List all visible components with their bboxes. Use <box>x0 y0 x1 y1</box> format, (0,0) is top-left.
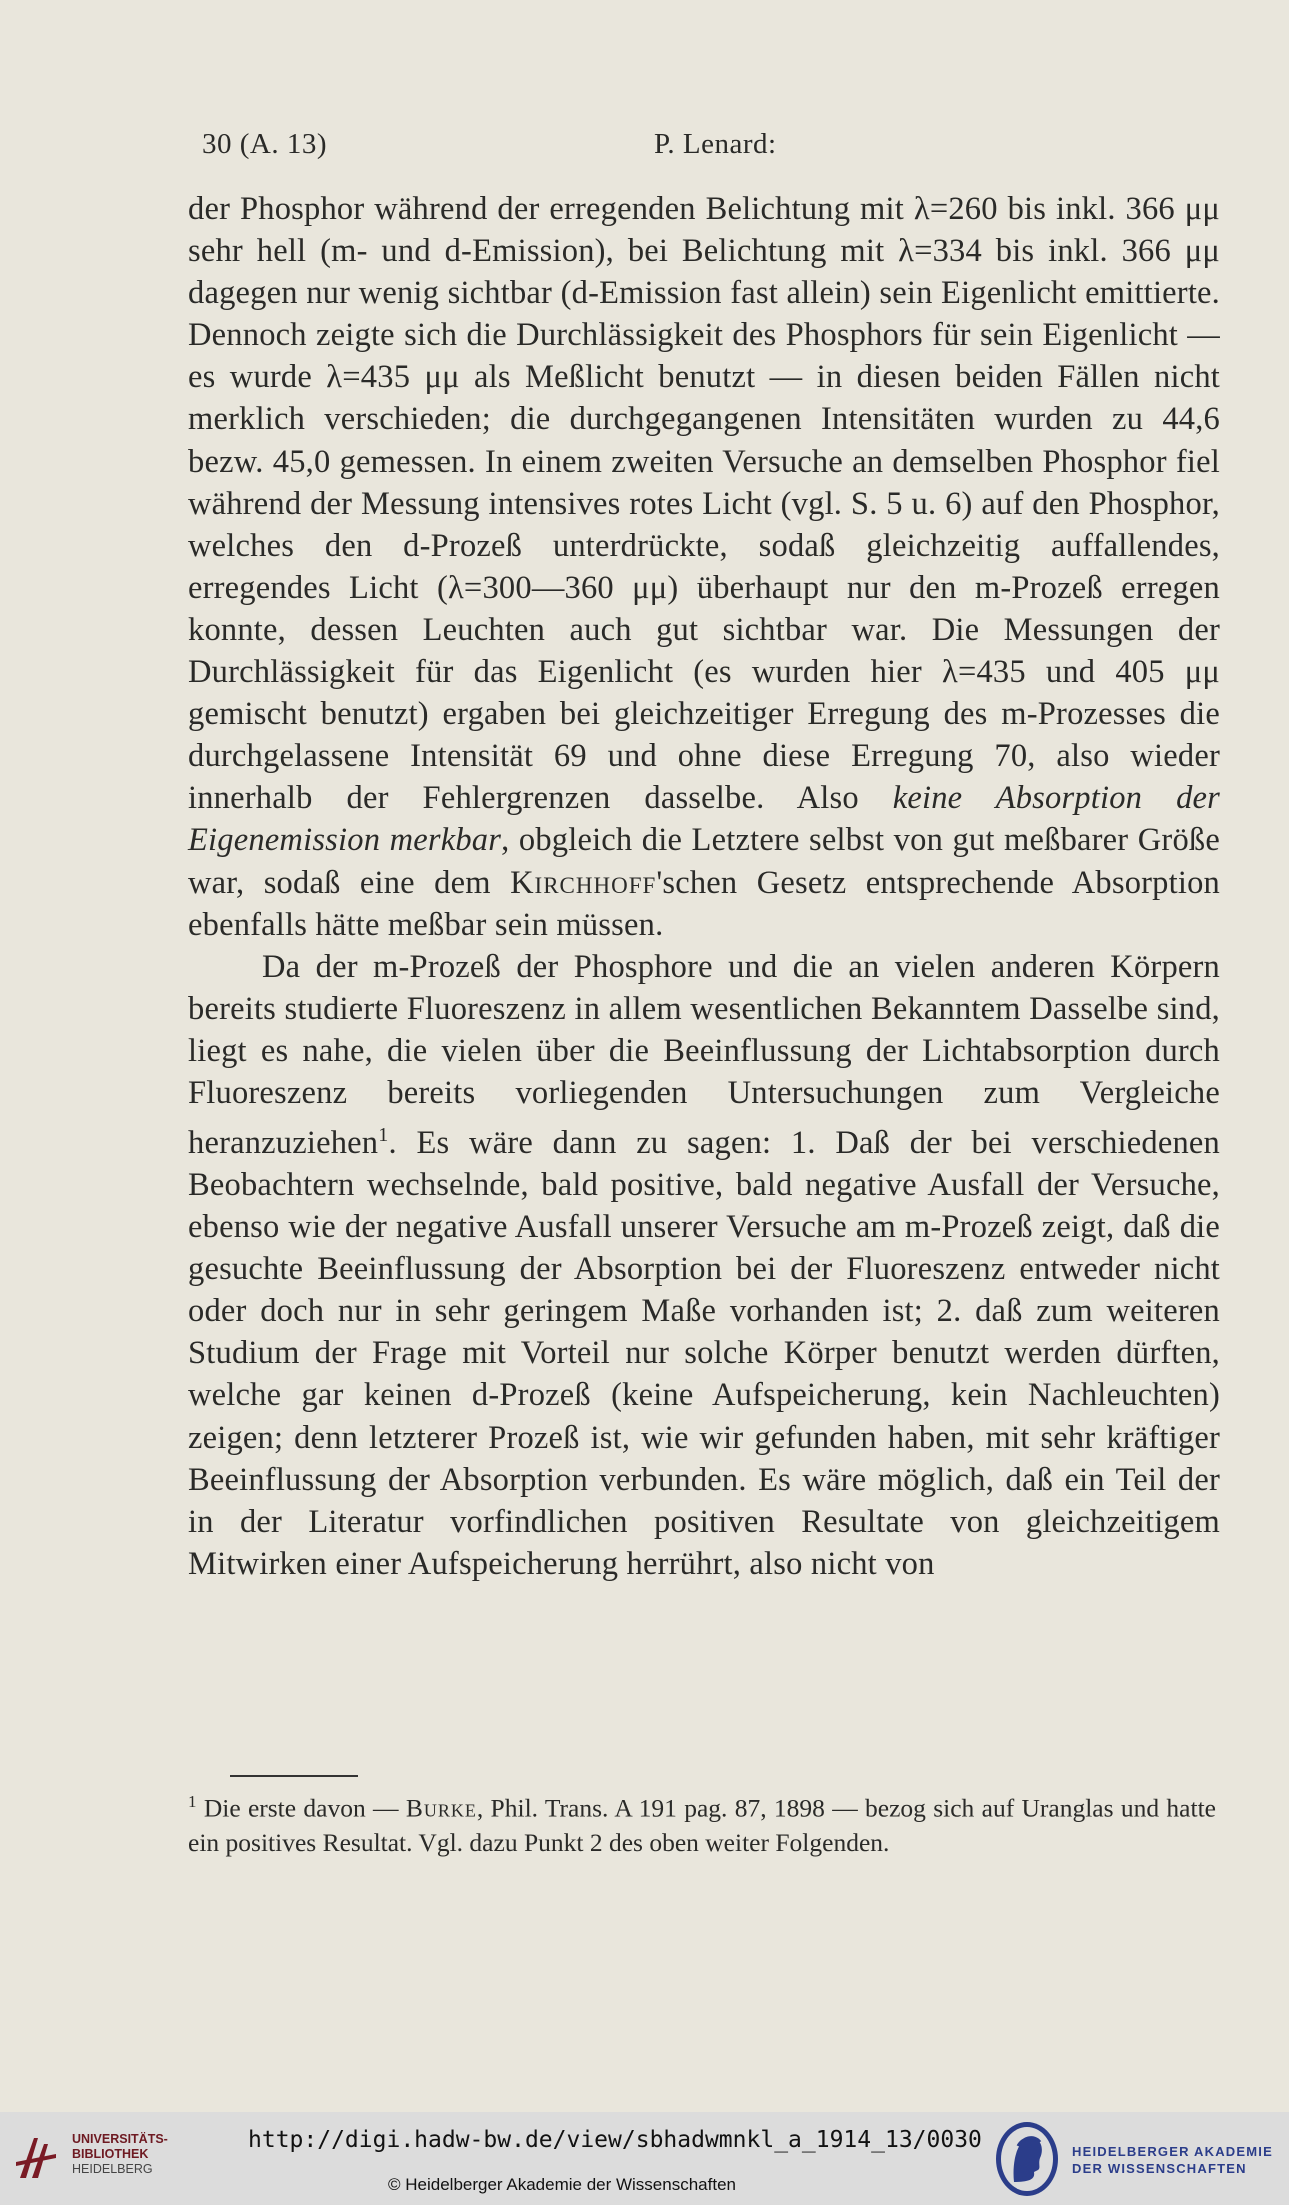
academy-name-line-2: DER WISSENSCHAFTEN <box>1072 2161 1247 2176</box>
library-name-line-2: BIBLIOTHEK <box>72 2147 149 2161</box>
paragraph-1 <box>188 188 1220 946</box>
footnote-reference[interactable]: 1 <box>378 1124 389 1147</box>
footnote-marker: 1 <box>188 1792 197 1811</box>
paragraph-1-text-end: 'schen Gesetz entsprechende Absorption ebenfalls hätte meßbar sein müssen. <box>188 864 1220 943</box>
page-header <box>202 128 1218 168</box>
footnote-text: Die erste davon — <box>196 1793 406 1823</box>
footnote <box>188 1785 1216 1860</box>
library-name-line-1: UNIVERSITÄTS- <box>72 2132 168 2146</box>
copyright-notice: © Heidelberger Akademie der Wissenschaften <box>388 2175 736 2194</box>
footnote-text-cont: , Phil. Trans. A 191 pag. 87, 1898 — bezog sich auf Uranglas und hatte ein positives Resultat. Vgl. dazu Punkt 2 des oben weiter Folgenden. <box>188 1793 1216 1857</box>
emphasis-text: keine Absorption der Eigenemission merkbar <box>188 780 1220 859</box>
library-name <box>72 2132 168 2177</box>
paragraph-2-text-cont: . Es wäre dann zu sagen: 1. Daß der bei verschiedenen Beobachtern wechselnde, bald positive, bald negative Ausfall der Versuche, ebenso wie der negative Ausfall unserer Versuche am m-Prozeß zeigt, daß die gesuchte Beeinflussung der Absorption bei der Fluoreszenz entweder nicht oder doch nur in sehr geringem Maße vorhanden ist; 2. daß zum weiteren Studium der Frage mit Vorteil nur solche Körper benutzt werden dürften, welche gar keinen d-Prozeß (keine Aufspeicherung, kein Nachleuchten) zeigen; denn letzterer Prozeß ist, wie wir gefunden haben, mit sehr kräftiger Beeinflussung der Absorption verbunden. Es wäre möglich, daß ein Teil der in der Literatur vorfindlichen positiven Resultate von gleichzeitigem Mitwirken einer Aufspeicherung herrührt, also nicht von <box>188 1124 1220 1582</box>
library-logo-icon[interactable] <box>14 2132 58 2184</box>
author-name-burke: Burke <box>405 1793 477 1823</box>
body-text <box>188 188 1220 1585</box>
academy-logo-icon[interactable] <box>994 2120 1060 2198</box>
permalink-url[interactable]: http://digi.hadw-bw.de/view/sbhadwmnkl_a_1914_13/0030 <box>248 2127 982 2153</box>
paragraph-2 <box>188 946 1220 1585</box>
page-number: 30 (A. 13) <box>202 128 328 160</box>
footnote-rule <box>230 1775 358 1777</box>
academy-name <box>1072 2143 1273 2177</box>
library-name-line-3: HEIDELBERG <box>72 2162 153 2176</box>
academy-name-line-1: HEIDELBERGER AKADEMIE <box>1072 2144 1273 2159</box>
paragraph-1-text-cont: , obgleich die Letztere selbst von gut meßbarer Größe war, sodaß eine dem <box>188 822 1220 901</box>
paragraph-2-text: Da der m-Prozeß der Phosphore und die an vielen anderen Körpern bereits studierte Fluoreszenz in allem wesentlichen Bekanntem Dasselbe sind, liegt es nahe, die vielen über die Beeinflussung der Lichtabsorption durch Fluoreszenz bereits vorliegenden Untersuchungen zum Vergleiche heranzuziehen <box>188 948 1220 1161</box>
paragraph-1-text: der Phosphor während der erregenden Belichtung mit λ=260 bis inkl. 366 μμ sehr hell (m- und d-Emission), bei Belichtung mit λ=334 bis inkl. 366 μμ dagegen nur wenig sichtbar (d-Emission fast allein) sein Eigenlicht emittierte. Dennoch zeigte sich die Durchlässigkeit des Phosphors für sein Eigenlicht — es wurde λ=435 μμ als Meßlicht benutzt — in diesen beiden Fällen nicht merklich verschieden; die durchgegangenen Intensitäten wurden zu 44,6 bezw. 45,0 gemessen. In einem zweiten Versuche an demselben Phosphor fiel während der Messung intensives rotes Licht (vgl. S. 5 u. 6) auf den Phosphor, welches den d-Prozeß unterdrückte, sodaß gleichzeitig auffallendes, erregendes Licht (λ=300—360 μμ) überhaupt nur den m-Prozeß erregen konnte, dessen Leuchten auch gut sichtbar war. Die Messungen der Durchlässigkeit für das Eigenlicht (es wurden hier λ=435 und 405 μμ gemischt benutzt) ergaben bei gleichzeitiger Erregung des m-Prozesses die durchgelassene Intensität 69 und ohne diese Erregung 70, also wieder innerhalb der Fehlergrenzen dasselbe. Also <box>188 191 1220 817</box>
author-name-kirchhoff: Kirchhoff <box>510 864 657 901</box>
running-head: P. Lenard: <box>654 128 777 160</box>
